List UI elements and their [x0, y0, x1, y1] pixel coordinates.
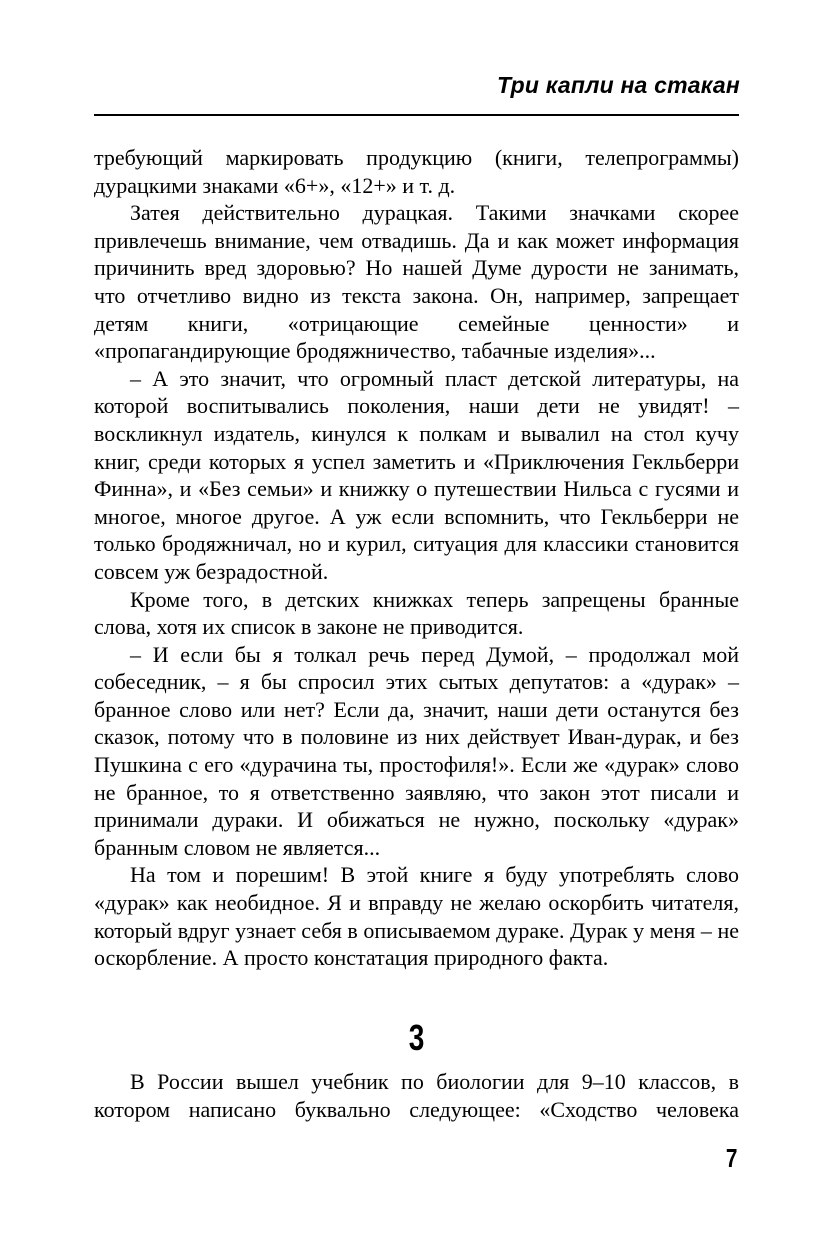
paragraph-2: Затея действительно дурацкая. Такими значками скорее привлечешь внимание, чем отвадишь. Да и как может информация причинить вред здоровью? Но нашей Думе дурости не занимать, что отчетливо видно из текста закона. Он, например, запрещает детям книги, «отрицающие семейные ценности» и «пропагандирующие бродяжничество, табачные изделия»...	[94, 200, 739, 364]
running-header-title: Три капли на стакан	[496, 72, 740, 98]
section-text	[94, 1068, 739, 1123]
paragraph-6: На том и порешим! В этой книге я буду употреблять слово «дурак» как необидное. Я и вправду не желаю оскорбить читателя, который вдруг узнает себя в описываемом дураке. Дурак у меня – не оскорбление. А просто констатация природного факта.	[94, 862, 739, 971]
main-text	[94, 144, 739, 972]
paragraph-1: требующий маркировать продукцию (книги, телепрограммы) дурацкими знаками «6+», «12+» и т. д.	[94, 145, 739, 198]
paragraph-5: – И если бы я толкал речь перед Думой, – продолжал мой собеседник, – я бы спросил этих сытых депутатов: а «дурак» – бранное слово или нет? Если да, значит, наши дети останутся без сказок, потому что в половине из них действует Иван-дурак, и без Пушкина с его «дурачина ты, простофиля!». Если же «дурак» слово не бранное, то я ответственно заявляю, что закон этот писали и принимали дураки. И обижаться не нужно, поскольку «дурак» бранным словом не является...	[94, 641, 739, 860]
paragraph-3: – А это значит, что огромный пласт детской литературы, на которой воспитывались поколения, наши дети не увидят! – воскликнул издатель, кинулся к полкам и вывалил на стол кучу книг, среди которых я успел заметить и «Приключения Гекльберри Финна», и «Без семьи» и книжку о путешествии Нильса с гусями и многое, многое другое. А уж если вспомнить, что Гекльберри не только бродяжничал, но и курил, ситуация для классики становится совсем уж безрадостной.	[94, 365, 739, 584]
section-number: 3	[408, 1017, 425, 1058]
header-rule	[94, 114, 739, 116]
section-paragraph-1: В России вышел учебник по биологии для 9–10 классов, в котором написано буквально следующее: «Сходство человека	[94, 1069, 739, 1122]
paragraph-4: Кроме того, в детских книжках теперь запрещены бранные слова, хотя их список в законе не приводится.	[94, 586, 739, 640]
page-number: 7	[725, 1143, 737, 1173]
